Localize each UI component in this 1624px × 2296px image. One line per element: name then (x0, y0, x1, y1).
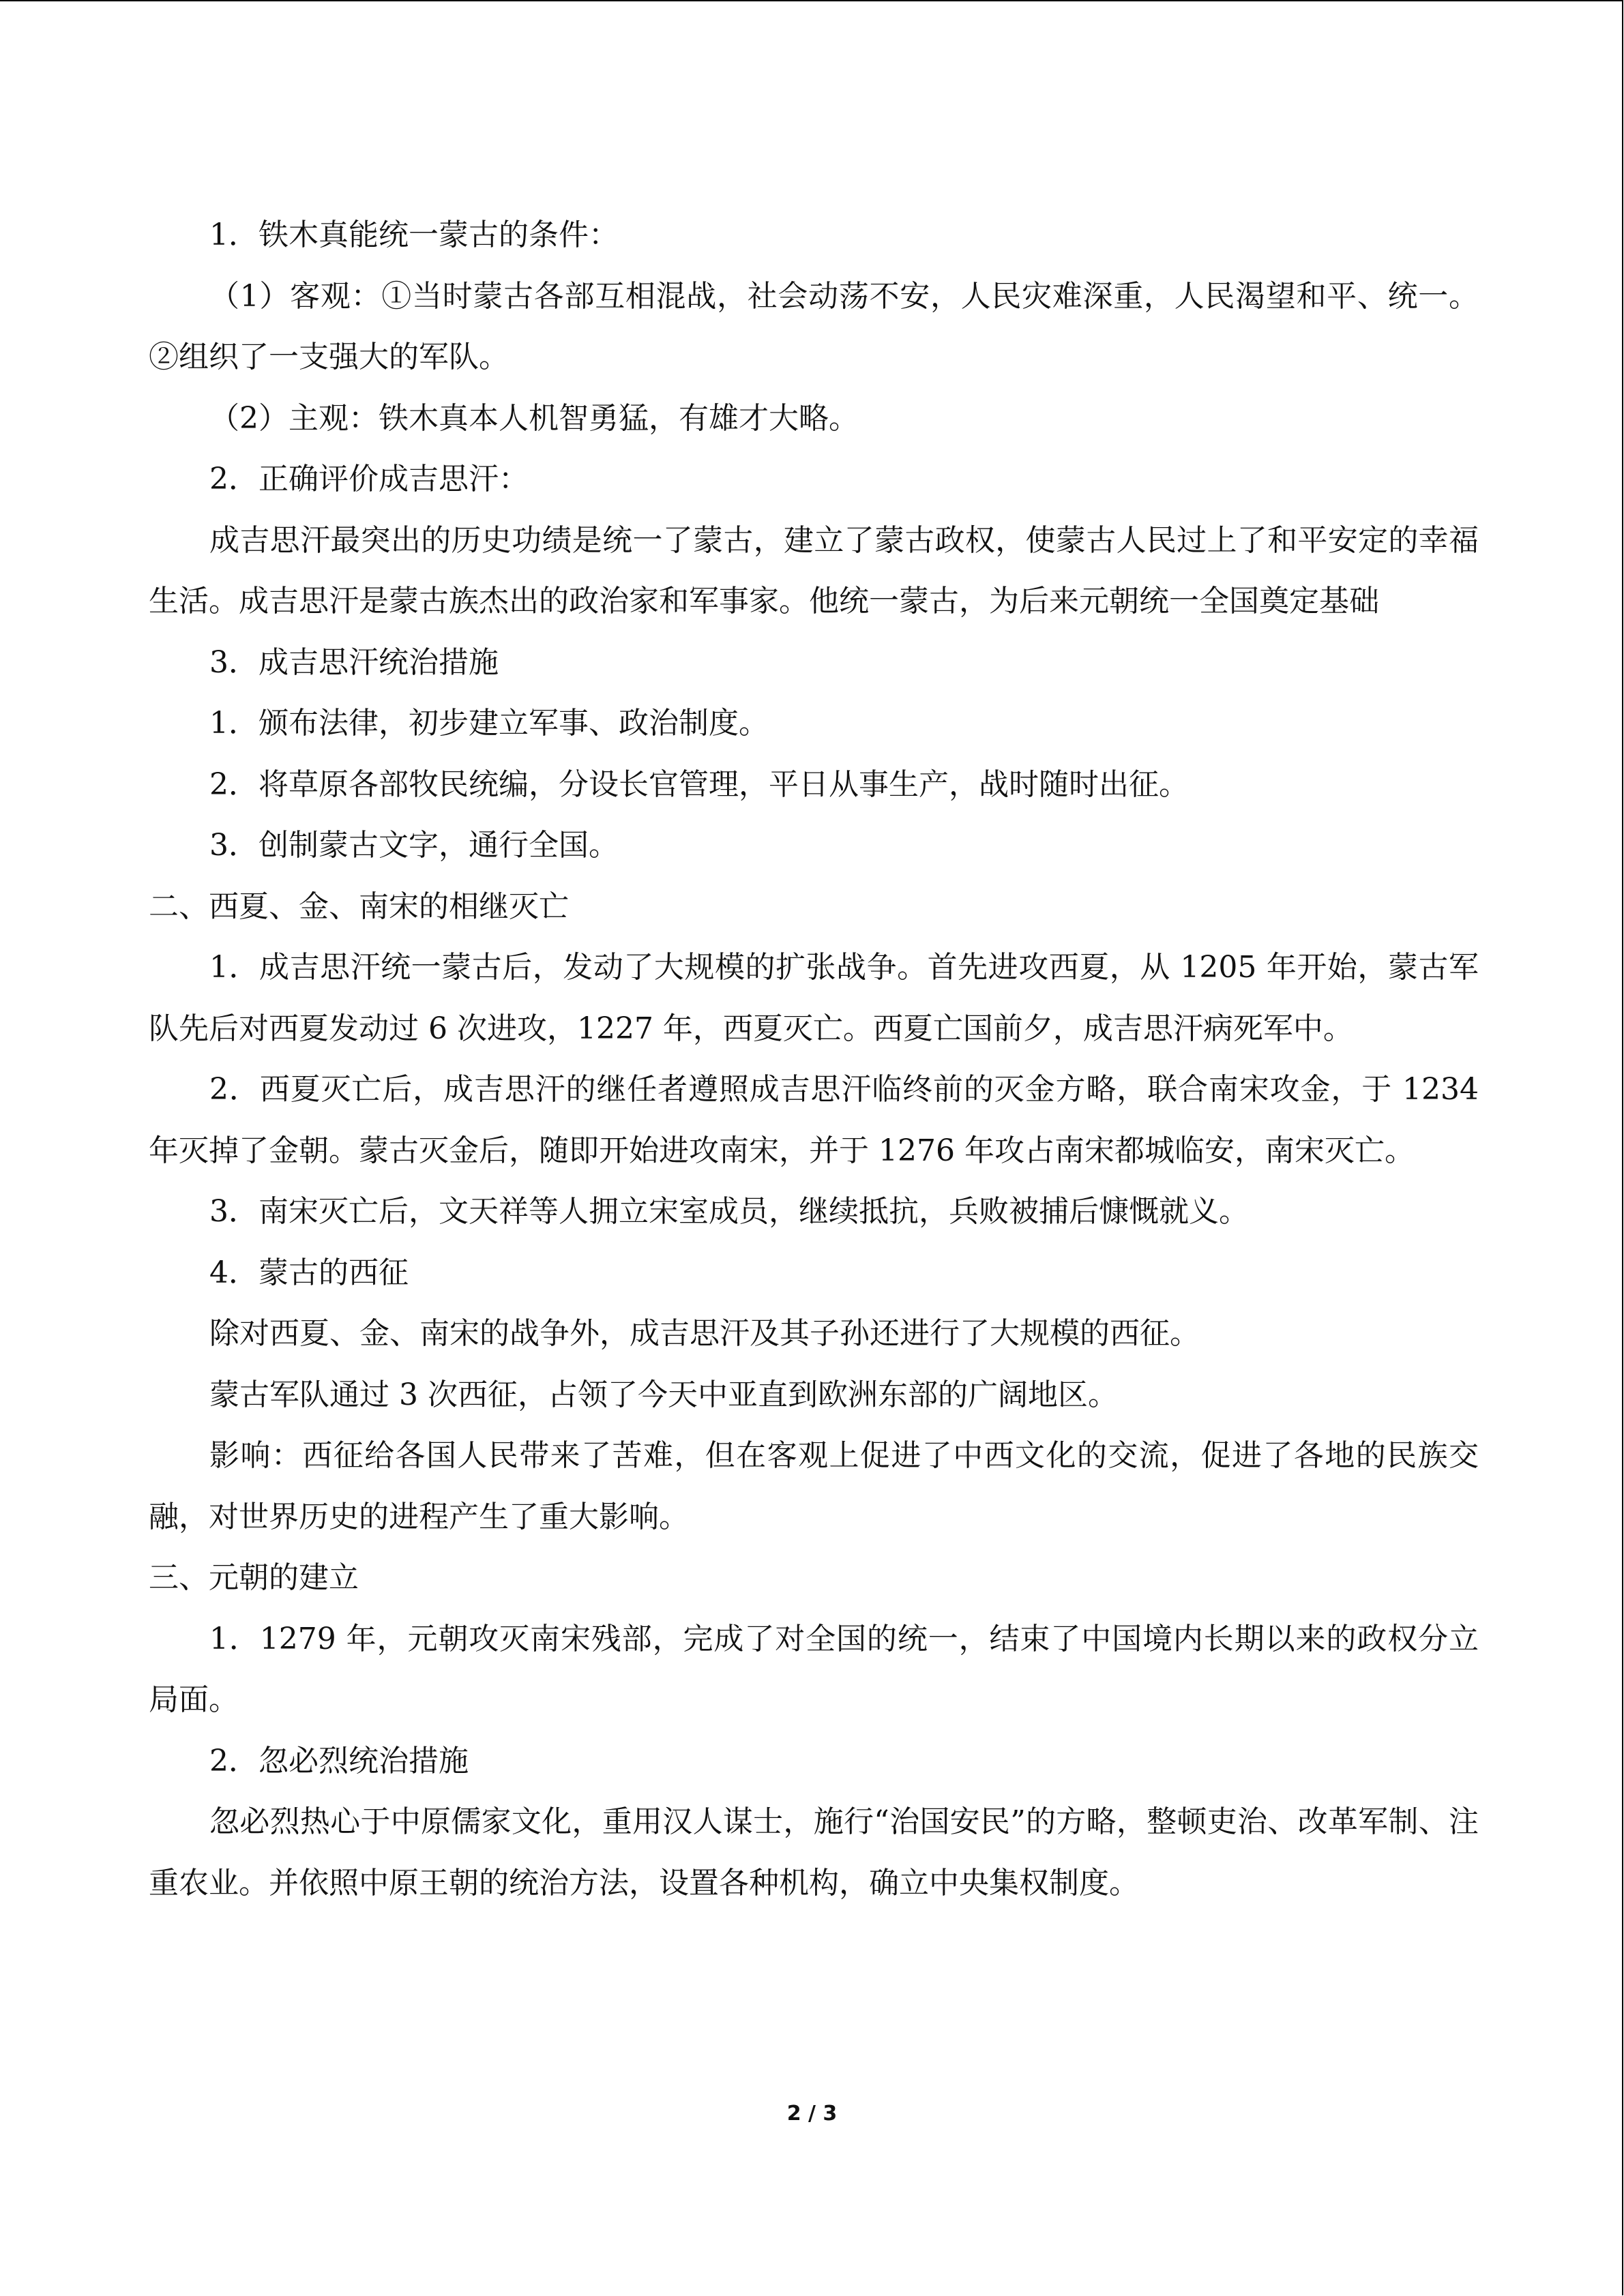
paragraph-measure-2: 2．将草原各部牧民统编，分设长官管理，平日从事生产，战时随时出征。 (209, 766, 1189, 802)
paragraph-kublai-title: 2．忽必烈统治措施 (209, 1743, 469, 1778)
paragraph-western-expedition-2: 蒙古军队通过 3 次西征，占领了今天中亚直到欧洲东部的广阔地区。 (209, 1377, 1118, 1412)
paragraph-objective: （1）客观：①当时蒙古各部互相混战，社会动荡不安，人民灾难深重，人民渴望和平、统一。②组织了一支强大的军队。 (149, 278, 1479, 374)
paragraph-influence: 影响：西征给各国人民带来了苦难，但在客观上促进了中西文化的交流，促进了各地的民族交融，对世界历史的进程产生了重大影响。 (149, 1438, 1479, 1534)
section-heading-fall: 二、西夏、金、南宋的相继灭亡 (149, 889, 569, 924)
paragraph-western-expedition-title: 4．蒙古的西征 (209, 1255, 409, 1290)
paragraph-subjective: （2）主观：铁木真本人机智勇猛，有雄才大略。 (209, 400, 859, 436)
paragraph-kublai-body: 忽必烈热心于中原儒家文化，重用汉人谋士，施行“治国安民”的方略，整顿吏治、改革军制、注重农业。并依照中原王朝的统治方法，设置各种机构，确立中央集权制度。 (149, 1804, 1479, 1900)
paragraph-evaluation-body: 成吉思汗最突出的历史功绩是统一了蒙古，建立了蒙古政权，使蒙古人民过上了和平安定的幸福生活。成吉思汗是蒙古族杰出的政治家和军事家。他统一蒙古，为后来元朝统一全国奠定基础 (149, 522, 1479, 618)
paragraph-measure-1: 1．颁布法律，初步建立军事、政治制度。 (209, 706, 769, 741)
paragraph-evaluation-title: 2．正确评价成吉思汗： (209, 462, 529, 496)
paragraph-measures-title: 3．成吉思汗统治措施 (209, 644, 499, 680)
paragraph-wen-tianxiang: 3．南宋灭亡后，文天祥等人拥立宋室成员，继续抵抗，兵败被捕后慷慨就义。 (209, 1194, 1249, 1229)
paragraph-western-expedition-1: 除对西夏、金、南宋的战争外，成吉思汗及其子孙还进行了大规模的西征。 (209, 1316, 1200, 1351)
paragraph-jin-song: 2．西夏灭亡后，成吉思汗的继任者遵照成吉思汗临终前的灭金方略，联合南宋攻金，于 1234 年灭掉了金朝。蒙古灭金后，随即开始进攻南宋，并于 1276 年攻占南宋都城临安，南宋灭亡。 (149, 1072, 1479, 1168)
page-number: 2 / 3 (786, 2102, 838, 2126)
section-heading-yuan: 三、元朝的建立 (149, 1560, 359, 1595)
paragraph-xixia: 1．成吉思汗统一蒙古后，发动了大规模的扩张战争。首先进攻西夏，从 1205 年开始，蒙古军队先后对西夏发动过 6 次进攻，1227 年，西夏灭亡。西夏亡国前夕，成吉思汗病死军中。 (149, 950, 1479, 1046)
paragraph-conditions-title: 1．铁木真能统一蒙古的条件： (209, 218, 619, 252)
paragraph-measure-3: 3．创制蒙古文字，通行全国。 (209, 828, 619, 863)
paragraph-unification: 1．1279 年，元朝攻灭南宋残部，完成了对全国的统一，结束了中国境内长期以来的政权分立局面。 (149, 1621, 1479, 1717)
document-body (149, 205, 1479, 1913)
